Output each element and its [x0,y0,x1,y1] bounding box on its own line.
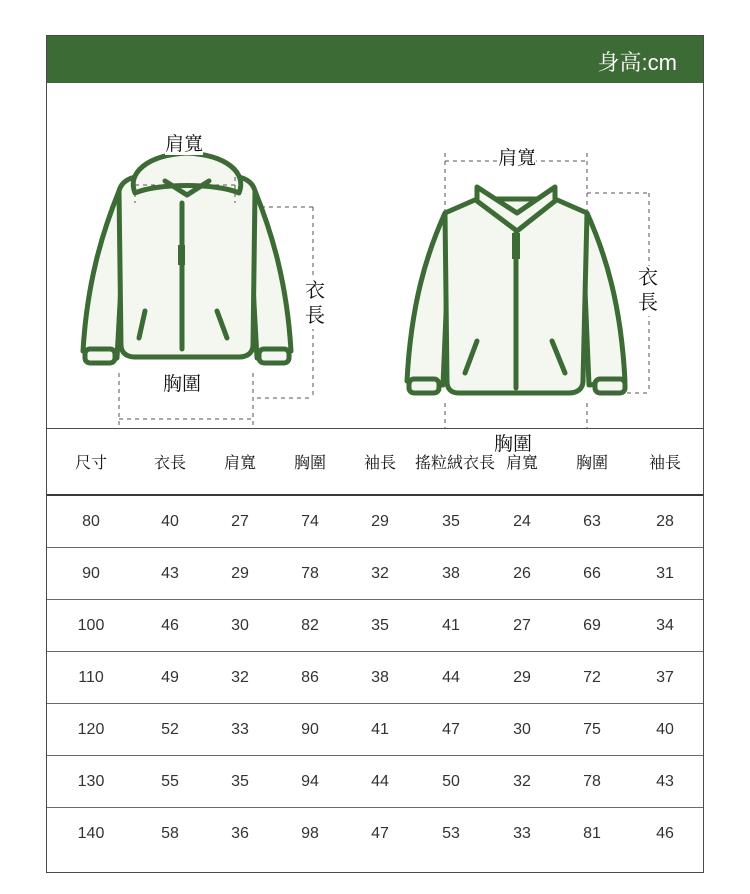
table-cell: 55 [135,756,205,808]
table-cell: 33 [513,824,531,842]
header-fleece-shoulder: 肩寬 [487,429,557,495]
table-row [47,652,703,704]
table-cell: 32 [205,652,275,704]
table-cell: 31 [627,548,703,600]
table-cell: 28 [627,495,703,548]
hoodie-length-label: 衣 長 [305,280,325,327]
table-cell: 90 [47,548,135,600]
size-table [47,429,703,859]
table-cell: 47 [415,704,487,756]
table-cell: 32 [345,548,415,600]
height-unit-label: 身高:cm [597,50,677,75]
table-cell: 35 [415,495,487,548]
table-cell: 27 [487,600,557,652]
header-size: 尺寸 [47,429,135,495]
table-cell: 44 [415,652,487,704]
table-cell: 29 [345,495,415,548]
table-cell: 44 [345,756,415,808]
table-cell: 98 [301,824,319,842]
table-cell: 130 [47,756,135,808]
table-cell: 81 [583,824,601,842]
table-cell: 75 [557,704,627,756]
table-cell: 46 [135,600,205,652]
table-cell: 80 [47,495,135,548]
header-length: 衣長 [135,429,205,495]
table-cell: 94 [275,756,345,808]
table-cell: 74 [275,495,345,548]
hoodie-zipper-pull [178,245,185,265]
table-cell: 35 [345,600,415,652]
table-cell: 27 [205,495,275,548]
header-chest: 胸圍 [275,429,345,495]
table-cell: 43 [627,756,703,808]
table-cell: 41 [345,704,415,756]
table-cell: 110 [47,652,135,704]
hoodie-shoulder-label: 肩寬 [165,134,204,155]
table-cell: 36 [231,824,249,842]
table-row [47,600,703,652]
table-cell: 78 [275,548,345,600]
size-chart [46,35,704,873]
table-cell: 33 [205,704,275,756]
header-fleece-length: 搖粒絨衣長 [415,429,487,495]
table-cell: 47 [371,824,389,842]
table-row [47,495,703,548]
table-header-row [47,429,703,495]
table-cell: 120 [47,704,135,756]
table-cell: 30 [205,600,275,652]
table-cell: 53 [442,824,460,842]
table-cell: 58 [161,824,179,842]
table-cell: 24 [487,495,557,548]
jacket-zipper-pull [512,233,520,259]
table-cell: 40 [627,704,703,756]
hoodie-chest-label: 胸圍 [163,374,202,395]
table-cell: 86 [275,652,345,704]
table-cell: 43 [135,548,205,600]
table-cell: 82 [275,600,345,652]
table-body [47,495,703,859]
jacket-shoulder-label: 肩寬 [498,148,537,169]
table-cell: 32 [487,756,557,808]
header-fleece-sleeve: 袖長 [627,429,703,495]
table-cell: 46 [656,824,674,842]
table-cell: 38 [345,652,415,704]
table-row [47,704,703,756]
table-cell: 100 [47,600,135,652]
table-cell: 66 [557,548,627,600]
table-cell: 90 [275,704,345,756]
table-cell: 34 [627,600,703,652]
table-cell: 63 [557,495,627,548]
table-cell: 29 [487,652,557,704]
table-row [47,808,703,860]
table-cell: 35 [205,756,275,808]
header-sleeve: 袖長 [345,429,415,495]
header-bar [47,36,703,83]
table-cell: 140 [77,824,105,842]
jacket-icon [407,187,625,393]
table-cell: 30 [487,704,557,756]
table-cell: 50 [415,756,487,808]
header-fleece-chest: 胸圍 [557,429,627,495]
jacket-chest-label: 胸圍 [494,434,533,455]
measurement-diagram [47,83,703,455]
table-cell: 37 [627,652,703,704]
table-cell: 52 [135,704,205,756]
table-cell: 38 [415,548,487,600]
table-cell: 40 [135,495,205,548]
table-row [47,548,703,600]
table-row [47,756,703,808]
table-cell: 72 [557,652,627,704]
table-cell: 29 [205,548,275,600]
header-shoulder: 肩寬 [205,429,275,495]
table-cell: 26 [487,548,557,600]
jacket-illustrations [47,83,703,428]
jacket-length-label: 衣 長 [638,267,658,314]
table-cell: 41 [415,600,487,652]
table-cell: 78 [557,756,627,808]
table-cell: 69 [557,600,627,652]
table-cell: 49 [135,652,205,704]
